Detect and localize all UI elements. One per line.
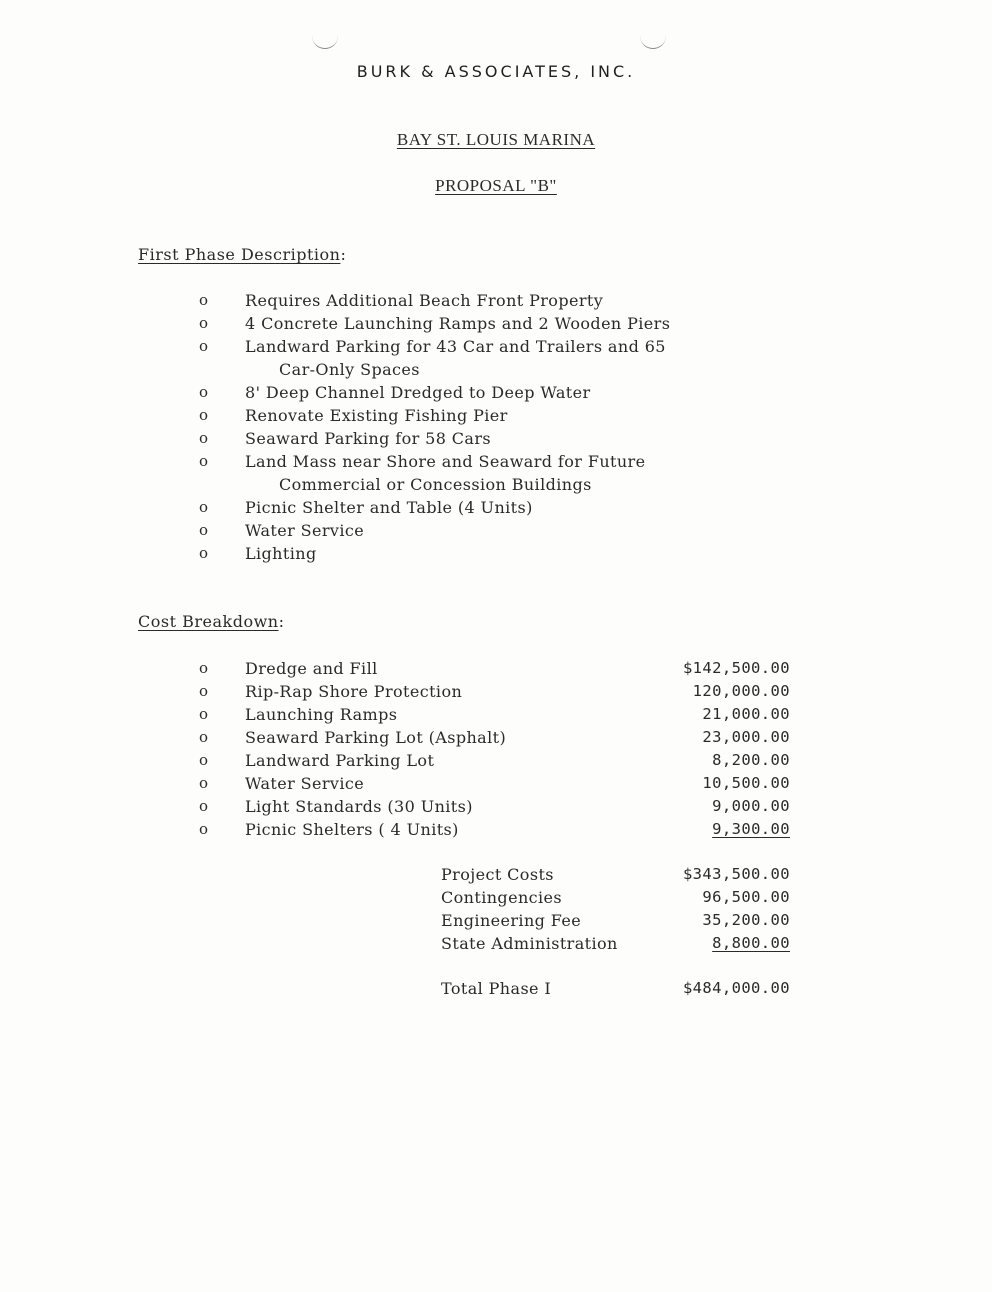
cost-breakdown-heading-colon: : bbox=[278, 612, 285, 631]
summary-amount: $343,500.00 bbox=[682, 865, 790, 883]
bullet-marker: o bbox=[199, 705, 209, 723]
bullet-marker: o bbox=[199, 544, 209, 562]
bullet-marker: o bbox=[199, 337, 209, 355]
punch-hole-mark-right bbox=[640, 36, 666, 49]
list-item bbox=[0, 289, 992, 312]
cost-row bbox=[0, 726, 992, 749]
total-section bbox=[0, 977, 992, 1000]
cost-label: Picnic Shelters ( 4 Units) bbox=[245, 820, 459, 839]
bullet-marker: o bbox=[199, 429, 209, 447]
cost-row bbox=[0, 818, 992, 841]
bullet-marker: o bbox=[199, 498, 209, 516]
list-item-text: Landward Parking for 43 Car and Trailers and 65 bbox=[245, 337, 666, 356]
summary-amount: 35,200.00 bbox=[702, 911, 790, 929]
bullet-marker: o bbox=[199, 728, 209, 746]
summary-row bbox=[0, 886, 992, 909]
bullet-marker: o bbox=[199, 682, 209, 700]
cost-row bbox=[0, 795, 992, 818]
cost-label: Dredge and Fill bbox=[245, 659, 378, 678]
list-item bbox=[0, 519, 992, 542]
summary-label: State Administration bbox=[441, 934, 618, 953]
list-item bbox=[0, 450, 992, 473]
cost-amount: 8,200.00 bbox=[712, 751, 790, 769]
list-item-text: Land Mass near Shore and Seaward for Future bbox=[245, 452, 646, 471]
cost-summary bbox=[0, 863, 992, 955]
list-item-continuation-text: Commercial or Concession Buildings bbox=[279, 475, 592, 494]
list-item-text: 4 Concrete Launching Ramps and 2 Wooden Piers bbox=[245, 314, 671, 333]
bullet-marker: o bbox=[199, 314, 209, 332]
list-item-text: Water Service bbox=[245, 521, 365, 540]
list-item bbox=[0, 312, 992, 335]
total-label: Total Phase I bbox=[441, 979, 552, 998]
list-item bbox=[0, 335, 992, 358]
list-item bbox=[0, 381, 992, 404]
bullet-marker: o bbox=[199, 406, 209, 424]
bullet-marker: o bbox=[199, 521, 209, 539]
bullet-marker: o bbox=[199, 291, 209, 309]
document-subtitle-text: PROPOSAL "B" bbox=[435, 176, 557, 195]
document-title-text: BAY ST. LOUIS MARINA bbox=[396, 130, 596, 149]
first-phase-list bbox=[0, 289, 992, 565]
cost-row bbox=[0, 772, 992, 795]
cost-amount: $142,500.00 bbox=[682, 659, 790, 677]
cost-label: Light Standards (30 Units) bbox=[245, 797, 473, 816]
cost-breakdown-list bbox=[0, 657, 992, 841]
cost-amount: 9,000.00 bbox=[712, 797, 790, 815]
list-item-text: Renovate Existing Fishing Pier bbox=[245, 406, 508, 425]
list-item bbox=[0, 542, 992, 565]
total-amount: $484,000.00 bbox=[682, 979, 790, 997]
summary-row bbox=[0, 932, 992, 955]
cost-label: Landward Parking Lot bbox=[245, 751, 435, 770]
bullet-marker: o bbox=[199, 820, 209, 838]
document-title bbox=[0, 130, 992, 150]
list-item-continuation bbox=[0, 358, 992, 381]
summary-amount: 8,800.00 bbox=[712, 934, 790, 952]
bullet-marker: o bbox=[199, 797, 209, 815]
list-item-text: Requires Additional Beach Front Property bbox=[245, 291, 604, 310]
cost-row bbox=[0, 749, 992, 772]
summary-row bbox=[0, 863, 992, 886]
list-item bbox=[0, 427, 992, 450]
cost-breakdown-heading-text: Cost Breakdown bbox=[138, 612, 279, 631]
first-phase-heading bbox=[138, 245, 346, 264]
total-row bbox=[0, 977, 992, 1000]
summary-row bbox=[0, 909, 992, 932]
cost-row bbox=[0, 657, 992, 680]
first-phase-heading-colon: : bbox=[340, 245, 347, 264]
list-item-text: Lighting bbox=[245, 544, 317, 563]
list-item-text: 8' Deep Channel Dredged to Deep Water bbox=[245, 383, 591, 402]
cost-amount: 21,000.00 bbox=[702, 705, 790, 723]
cost-row bbox=[0, 680, 992, 703]
cost-row bbox=[0, 703, 992, 726]
summary-amount: 96,500.00 bbox=[702, 888, 790, 906]
summary-label: Contingencies bbox=[441, 888, 563, 907]
list-item-text: Seaward Parking for 58 Cars bbox=[245, 429, 492, 448]
first-phase-heading-text: First Phase Description bbox=[138, 245, 341, 264]
list-item-continuation bbox=[0, 473, 992, 496]
bullet-marker: o bbox=[199, 383, 209, 401]
summary-label: Engineering Fee bbox=[441, 911, 582, 930]
summary-label: Project Costs bbox=[441, 865, 554, 884]
cost-amount: 120,000.00 bbox=[692, 682, 790, 700]
punch-hole-mark-left bbox=[312, 36, 338, 49]
list-item bbox=[0, 496, 992, 519]
cost-label: Water Service bbox=[245, 774, 365, 793]
bullet-marker: o bbox=[199, 751, 209, 769]
cost-amount: 23,000.00 bbox=[702, 728, 790, 746]
bullet-marker: o bbox=[199, 452, 209, 470]
cost-label: Rip-Rap Shore Protection bbox=[245, 682, 463, 701]
cost-label: Seaward Parking Lot (Asphalt) bbox=[245, 728, 507, 747]
document-subtitle bbox=[0, 176, 992, 196]
cost-breakdown-heading bbox=[138, 612, 284, 631]
bullet-marker: o bbox=[199, 774, 209, 792]
list-item-text: Picnic Shelter and Table (4 Units) bbox=[245, 498, 533, 517]
cost-amount: 10,500.00 bbox=[702, 774, 790, 792]
list-item-continuation-text: Car-Only Spaces bbox=[279, 360, 420, 379]
bullet-marker: o bbox=[199, 659, 209, 677]
letterhead: BURK & ASSOCIATES, INC. bbox=[356, 62, 636, 81]
cost-amount: 9,300.00 bbox=[712, 820, 790, 838]
list-item bbox=[0, 404, 992, 427]
cost-label: Launching Ramps bbox=[245, 705, 398, 724]
